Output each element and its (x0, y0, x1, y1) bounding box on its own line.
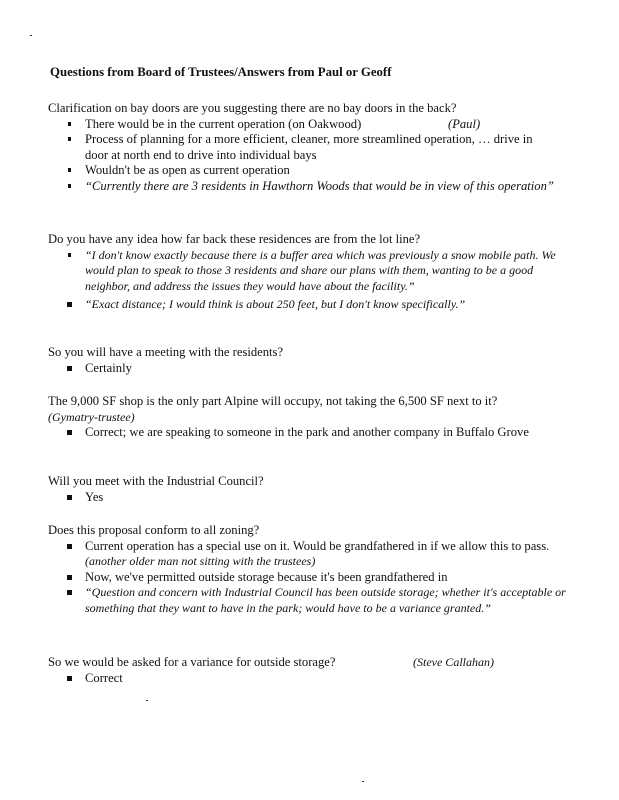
answer-list (48, 117, 578, 195)
answer-text: Certainly (85, 360, 132, 375)
answer-item (48, 163, 578, 179)
answer-text: “Question and concern with Industrial Council has been outside storage; whether it's acceptable or something that they want to have in the park; would have to be a variance granted.” (85, 585, 566, 615)
bullet-icon (67, 366, 72, 371)
document-title: Questions from Board of Trustees/Answers from Paul or Geoff (50, 65, 392, 79)
answer-item (48, 585, 569, 616)
question-attribution: (Steve Callahan) (413, 655, 494, 669)
scan-speck (362, 781, 364, 782)
question-text: So you will have a meeting with the residents? (48, 345, 284, 359)
bullet-icon (67, 544, 72, 549)
answer-item (48, 179, 563, 195)
answer-text: “Currently there are 3 residents in Hawthorn Woods that would be in view of this operation” (85, 178, 554, 193)
answer-item (48, 117, 578, 133)
qa-section-1 (48, 101, 578, 194)
answer-text: “I don't know exactly because there is a buffer area which was previously a snow mobile path. We would plan to speak to those 3 residents and share our plans with them, wanting to be a good neighbor, and address the issues they would have about the facility.” (85, 247, 556, 293)
scan-speck (146, 700, 148, 701)
answer-list (48, 425, 578, 441)
answer-list (48, 490, 578, 506)
answer-list (48, 671, 578, 687)
bullet-icon (67, 302, 72, 307)
question-text: The 9,000 SF shop is the only part Alpine will occupy, not taking the 6,500 SF next to it? (48, 394, 498, 408)
answer-item (48, 248, 569, 295)
qa-section-4 (48, 394, 578, 441)
bullet-icon (67, 575, 72, 580)
answer-item (48, 132, 555, 163)
bullet-icon (68, 184, 71, 188)
answer-item (48, 671, 578, 687)
answer-item (48, 490, 578, 506)
answer-text: Yes (85, 489, 104, 504)
question-text: So we would be asked for a variance for outside storage? (48, 655, 336, 669)
answer-text: Process of planning for a more efficient, cleaner, more streamlined operation, … drive in door at north end to drive into individual bays (85, 132, 533, 162)
question-text: Will you meet with the Industrial Council? (48, 474, 264, 488)
scan-speck (30, 35, 32, 36)
answer-text: Correct; we are speaking to someone in the park and another company in Buffalo Grove (85, 425, 529, 439)
answer-list (48, 248, 578, 313)
bullet-icon (67, 590, 72, 595)
bullet-icon (67, 676, 72, 681)
answer-text: Correct (85, 670, 123, 685)
question-attribution: (Gymatry-trustee) (48, 409, 135, 424)
question-text: Clarification on bay doors are you suggesting there are no bay doors in the back? (48, 101, 457, 115)
qa-section-7 (48, 655, 578, 686)
answer-text: There would be in the current operation (on Oakwood) (85, 116, 362, 131)
answer-item (48, 570, 578, 586)
bullet-icon (67, 430, 72, 435)
bullet-icon (67, 495, 72, 500)
qa-section-5 (48, 474, 578, 505)
answer-list (48, 361, 578, 377)
answer-item (48, 297, 578, 313)
answer-item (48, 539, 569, 570)
bullet-icon (68, 122, 71, 126)
bullet-icon (68, 168, 71, 172)
answer-item (48, 361, 578, 377)
answer-attribution: (Paul) (448, 116, 481, 131)
bullet-icon (68, 253, 71, 257)
question-row (48, 655, 578, 671)
answer-text: “Exact distance; I would think is about 250 feet, but I don't know specifically.” (85, 297, 466, 311)
bullet-icon (68, 137, 71, 141)
answer-item (48, 425, 573, 441)
answer-list (48, 539, 578, 617)
qa-section-6 (48, 523, 578, 616)
answer-text: Wouldn't be as open as current operation (85, 163, 290, 177)
qa-section-3 (48, 345, 578, 376)
answer-note: (another older man not sitting with the trustees) (85, 554, 316, 568)
question-text: Does this proposal conform to all zoning? (48, 523, 260, 537)
question-text: Do you have any idea how far back these residences are from the lot line? (48, 232, 421, 246)
answer-text: Now, we've permitted outside storage because it's been grandfathered in (85, 569, 448, 584)
qa-section-2 (48, 232, 578, 313)
answer-text: Current operation has a special use on it. Would be grandfathered in if we allow this to pass. (85, 538, 550, 553)
